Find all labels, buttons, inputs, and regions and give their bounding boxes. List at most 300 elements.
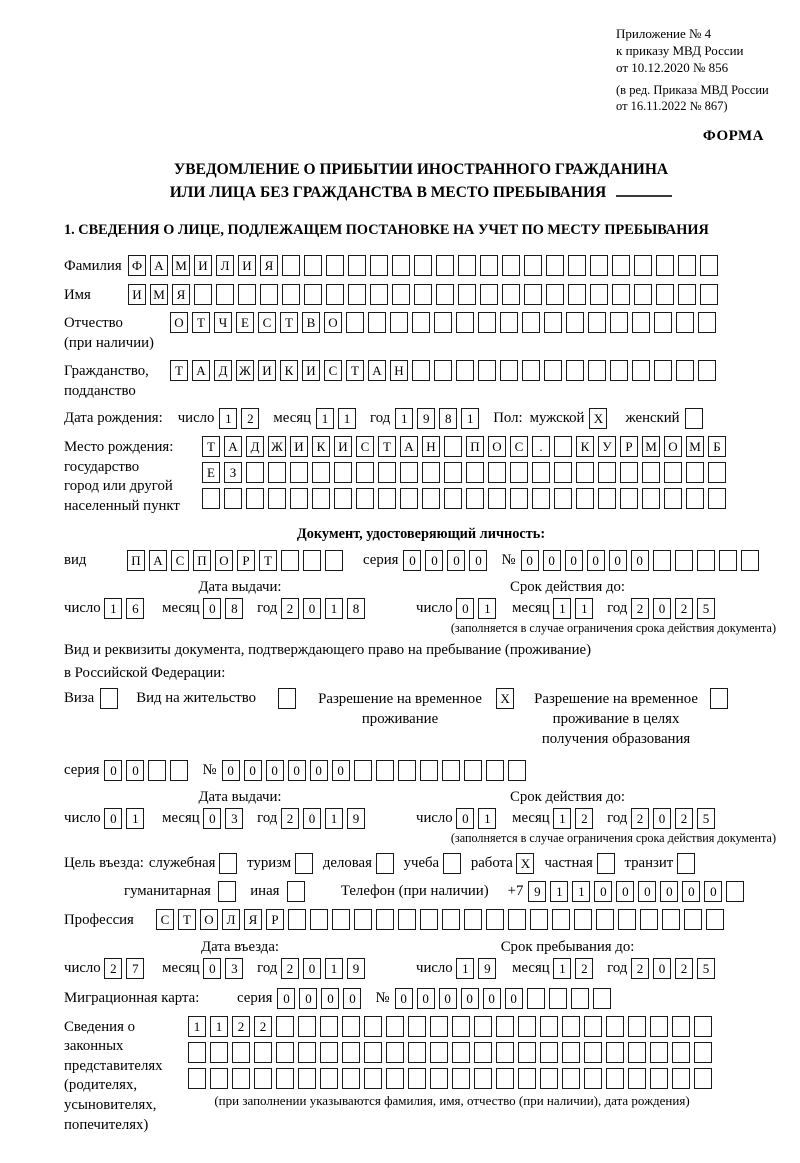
char-cell[interactable]: 0 — [332, 760, 350, 781]
char-cell[interactable] — [568, 255, 586, 276]
char-cell[interactable] — [686, 488, 704, 509]
char-cell[interactable] — [653, 550, 671, 571]
char-cell[interactable] — [342, 1068, 360, 1089]
char-cell[interactable] — [364, 1042, 382, 1063]
char-cell[interactable] — [678, 255, 696, 276]
char-cell[interactable] — [478, 312, 496, 333]
char-cell[interactable]: 1 — [325, 958, 343, 979]
char-cell[interactable] — [584, 1016, 602, 1037]
char-cell[interactable] — [466, 462, 484, 483]
char-cell[interactable] — [486, 760, 504, 781]
char-cell[interactable] — [202, 488, 220, 509]
char-cell[interactable] — [612, 284, 630, 305]
char-cell[interactable] — [276, 1042, 294, 1063]
char-cell[interactable]: С — [156, 909, 174, 930]
char-cell[interactable]: 2 — [675, 808, 693, 829]
char-cell[interactable] — [436, 255, 454, 276]
char-cell[interactable]: З — [224, 462, 242, 483]
char-cell[interactable]: 1 — [572, 881, 590, 902]
char-cell[interactable] — [320, 1016, 338, 1037]
char-cell[interactable]: 0 — [303, 958, 321, 979]
char-cell[interactable] — [672, 1068, 690, 1089]
firstname-cells[interactable] — [128, 284, 722, 305]
char-cell[interactable] — [436, 284, 454, 305]
char-cell[interactable]: 0 — [303, 808, 321, 829]
char-cell[interactable] — [544, 360, 562, 381]
char-cell[interactable]: Д — [246, 436, 264, 457]
char-cell[interactable]: Л — [216, 255, 234, 276]
char-cell[interactable]: 0 — [682, 881, 700, 902]
residence-number-cells[interactable] — [222, 760, 530, 781]
char-cell[interactable] — [474, 1016, 492, 1037]
char-cell[interactable]: 2 — [281, 958, 299, 979]
char-cell[interactable]: Т — [202, 436, 220, 457]
char-cell[interactable] — [593, 988, 611, 1009]
char-cell[interactable] — [527, 988, 545, 1009]
char-cell[interactable] — [642, 462, 660, 483]
char-cell[interactable]: 9 — [347, 808, 365, 829]
char-cell[interactable] — [678, 284, 696, 305]
identity-issue-month[interactable] — [203, 598, 247, 619]
char-cell[interactable]: 0 — [126, 760, 144, 781]
char-cell[interactable] — [422, 462, 440, 483]
char-cell[interactable] — [676, 360, 694, 381]
char-cell[interactable]: С — [356, 436, 374, 457]
residence-series-cells[interactable] — [104, 760, 192, 781]
char-cell[interactable] — [312, 462, 330, 483]
char-cell[interactable]: 9 — [528, 881, 546, 902]
char-cell[interactable]: 0 — [417, 988, 435, 1009]
char-cell[interactable] — [430, 1068, 448, 1089]
identity-issue-year[interactable] — [281, 598, 369, 619]
char-cell[interactable]: М — [150, 284, 168, 305]
char-cell[interactable] — [741, 550, 759, 571]
patronymic-cells[interactable] — [170, 312, 720, 333]
char-cell[interactable]: Ж — [236, 360, 254, 381]
char-cell[interactable] — [444, 436, 462, 457]
char-cell[interactable]: 1 — [553, 598, 571, 619]
char-cell[interactable] — [442, 760, 460, 781]
char-cell[interactable]: Е — [202, 462, 220, 483]
identity-kind-cells[interactable] — [127, 550, 347, 571]
char-cell[interactable]: 0 — [638, 881, 656, 902]
char-cell[interactable] — [486, 909, 504, 930]
char-cell[interactable]: 0 — [653, 598, 671, 619]
representatives-row1-cells[interactable] — [188, 1016, 716, 1037]
char-cell[interactable] — [597, 853, 615, 874]
char-cell[interactable]: 0 — [456, 598, 474, 619]
char-cell[interactable]: 1 — [478, 598, 496, 619]
char-cell[interactable]: К — [280, 360, 298, 381]
char-cell[interactable] — [218, 881, 236, 902]
char-cell[interactable]: X — [516, 853, 534, 874]
char-cell[interactable] — [390, 312, 408, 333]
char-cell[interactable] — [216, 284, 234, 305]
char-cell[interactable] — [566, 360, 584, 381]
char-cell[interactable] — [532, 462, 550, 483]
char-cell[interactable] — [620, 488, 638, 509]
char-cell[interactable] — [672, 1016, 690, 1037]
char-cell[interactable]: 0 — [403, 550, 421, 571]
char-cell[interactable] — [694, 1068, 712, 1089]
char-cell[interactable]: Ж — [268, 436, 286, 457]
char-cell[interactable] — [584, 1068, 602, 1089]
identity-issue-day[interactable] — [104, 598, 148, 619]
citizenship-cells[interactable] — [170, 360, 720, 381]
char-cell[interactable]: 2 — [254, 1016, 272, 1037]
char-cell[interactable] — [546, 255, 564, 276]
char-cell[interactable]: Я — [244, 909, 262, 930]
char-cell[interactable] — [684, 909, 702, 930]
char-cell[interactable]: 8 — [225, 598, 243, 619]
char-cell[interactable]: Т — [280, 312, 298, 333]
char-cell[interactable]: 0 — [425, 550, 443, 571]
birthdate-day-cells[interactable] — [219, 408, 263, 429]
char-cell[interactable] — [452, 1016, 470, 1037]
char-cell[interactable]: 0 — [303, 598, 321, 619]
char-cell[interactable] — [588, 360, 606, 381]
char-cell[interactable]: Т — [192, 312, 210, 333]
char-cell[interactable]: О — [200, 909, 218, 930]
char-cell[interactable] — [540, 1016, 558, 1037]
char-cell[interactable] — [464, 909, 482, 930]
char-cell[interactable] — [368, 312, 386, 333]
char-cell[interactable]: 0 — [616, 881, 634, 902]
char-cell[interactable] — [628, 1016, 646, 1037]
char-cell[interactable] — [376, 853, 394, 874]
char-cell[interactable] — [232, 1042, 250, 1063]
char-cell[interactable] — [654, 312, 672, 333]
char-cell[interactable]: 9 — [478, 958, 496, 979]
char-cell[interactable]: К — [312, 436, 330, 457]
char-cell[interactable] — [650, 1016, 668, 1037]
char-cell[interactable] — [571, 988, 589, 1009]
char-cell[interactable]: 2 — [575, 958, 593, 979]
identity-series-cells[interactable] — [403, 550, 491, 571]
char-cell[interactable]: 2 — [241, 408, 259, 429]
char-cell[interactable] — [376, 760, 394, 781]
char-cell[interactable] — [232, 1068, 250, 1089]
char-cell[interactable]: 1 — [316, 408, 334, 429]
char-cell[interactable]: И — [258, 360, 276, 381]
char-cell[interactable]: 1 — [456, 958, 474, 979]
char-cell[interactable]: 2 — [575, 808, 593, 829]
char-cell[interactable] — [430, 1042, 448, 1063]
char-cell[interactable]: 0 — [653, 808, 671, 829]
char-cell[interactable] — [518, 1068, 536, 1089]
char-cell[interactable] — [392, 284, 410, 305]
char-cell[interactable] — [606, 1042, 624, 1063]
birthplace-row3-cells[interactable] — [202, 488, 730, 509]
char-cell[interactable] — [518, 1016, 536, 1037]
char-cell[interactable] — [354, 909, 372, 930]
char-cell[interactable] — [370, 255, 388, 276]
char-cell[interactable] — [524, 284, 542, 305]
char-cell[interactable] — [694, 1016, 712, 1037]
char-cell[interactable] — [310, 909, 328, 930]
char-cell[interactable] — [508, 909, 526, 930]
char-cell[interactable] — [346, 312, 364, 333]
char-cell[interactable] — [420, 760, 438, 781]
char-cell[interactable] — [246, 462, 264, 483]
char-cell[interactable]: 0 — [660, 881, 678, 902]
residence-expiry-month[interactable] — [553, 808, 597, 829]
char-cell[interactable] — [412, 360, 430, 381]
char-cell[interactable]: 1 — [338, 408, 356, 429]
representatives-row3-cells[interactable] — [188, 1068, 716, 1089]
char-cell[interactable]: Т — [346, 360, 364, 381]
char-cell[interactable]: 0 — [609, 550, 627, 571]
char-cell[interactable]: 6 — [126, 598, 144, 619]
char-cell[interactable]: Н — [390, 360, 408, 381]
birthplace-row2-cells[interactable] — [202, 462, 730, 483]
char-cell[interactable]: 1 — [395, 408, 413, 429]
migration-number-cells[interactable] — [395, 988, 615, 1009]
char-cell[interactable] — [268, 462, 286, 483]
char-cell[interactable] — [364, 1068, 382, 1089]
char-cell[interactable] — [224, 488, 242, 509]
char-cell[interactable]: 0 — [395, 988, 413, 1009]
char-cell[interactable]: 9 — [417, 408, 435, 429]
char-cell[interactable] — [708, 462, 726, 483]
char-cell[interactable] — [434, 360, 452, 381]
char-cell[interactable] — [334, 488, 352, 509]
char-cell[interactable] — [552, 909, 570, 930]
char-cell[interactable]: X — [589, 408, 607, 429]
char-cell[interactable]: 1 — [219, 408, 237, 429]
char-cell[interactable] — [632, 312, 650, 333]
char-cell[interactable] — [414, 255, 432, 276]
char-cell[interactable] — [554, 462, 572, 483]
char-cell[interactable]: 8 — [439, 408, 457, 429]
char-cell[interactable] — [466, 488, 484, 509]
char-cell[interactable] — [326, 284, 344, 305]
char-cell[interactable] — [634, 255, 652, 276]
char-cell[interactable] — [456, 360, 474, 381]
char-cell[interactable] — [444, 462, 462, 483]
char-cell[interactable] — [719, 550, 737, 571]
char-cell[interactable]: 0 — [456, 808, 474, 829]
char-cell[interactable] — [530, 909, 548, 930]
char-cell[interactable]: О — [324, 312, 342, 333]
char-cell[interactable] — [326, 255, 344, 276]
char-cell[interactable]: Т — [378, 436, 396, 457]
char-cell[interactable]: Ч — [214, 312, 232, 333]
char-cell[interactable] — [562, 1016, 580, 1037]
char-cell[interactable]: О — [215, 550, 233, 571]
char-cell[interactable]: 2 — [281, 598, 299, 619]
char-cell[interactable] — [400, 488, 418, 509]
char-cell[interactable] — [518, 1042, 536, 1063]
char-cell[interactable] — [408, 1042, 426, 1063]
char-cell[interactable]: 1 — [188, 1016, 206, 1037]
char-cell[interactable] — [434, 312, 452, 333]
char-cell[interactable]: Р — [620, 436, 638, 457]
char-cell[interactable] — [254, 1068, 272, 1089]
char-cell[interactable] — [354, 760, 372, 781]
char-cell[interactable]: А — [400, 436, 418, 457]
char-cell[interactable] — [588, 312, 606, 333]
char-cell[interactable]: 0 — [521, 550, 539, 571]
char-cell[interactable] — [378, 488, 396, 509]
char-cell[interactable] — [464, 760, 482, 781]
char-cell[interactable] — [590, 255, 608, 276]
char-cell[interactable] — [612, 255, 630, 276]
char-cell[interactable] — [278, 688, 296, 709]
char-cell[interactable] — [500, 312, 518, 333]
char-cell[interactable]: 2 — [631, 808, 649, 829]
char-cell[interactable]: 1 — [325, 598, 343, 619]
char-cell[interactable] — [342, 1016, 360, 1037]
char-cell[interactable]: 0 — [222, 760, 240, 781]
char-cell[interactable] — [386, 1068, 404, 1089]
residence-issue-month[interactable] — [203, 808, 247, 829]
char-cell[interactable] — [632, 360, 650, 381]
sex-female-checkbox[interactable] — [685, 408, 707, 429]
char-cell[interactable] — [496, 1042, 514, 1063]
char-cell[interactable] — [510, 488, 528, 509]
char-cell[interactable]: 2 — [232, 1016, 250, 1037]
char-cell[interactable] — [628, 1042, 646, 1063]
char-cell[interactable] — [378, 462, 396, 483]
char-cell[interactable] — [370, 284, 388, 305]
char-cell[interactable] — [376, 909, 394, 930]
char-cell[interactable] — [664, 488, 682, 509]
char-cell[interactable]: 0 — [631, 550, 649, 571]
char-cell[interactable] — [700, 255, 718, 276]
char-cell[interactable] — [276, 1016, 294, 1037]
char-cell[interactable]: 1 — [126, 808, 144, 829]
char-cell[interactable]: 0 — [543, 550, 561, 571]
char-cell[interactable] — [554, 436, 572, 457]
char-cell[interactable]: Я — [172, 284, 190, 305]
char-cell[interactable]: 0 — [310, 760, 328, 781]
char-cell[interactable] — [710, 688, 728, 709]
char-cell[interactable]: Т — [178, 909, 196, 930]
char-cell[interactable] — [634, 284, 652, 305]
char-cell[interactable] — [100, 688, 118, 709]
char-cell[interactable]: X — [496, 688, 514, 709]
char-cell[interactable]: 0 — [461, 988, 479, 1009]
char-cell[interactable]: 7 — [126, 958, 144, 979]
char-cell[interactable] — [398, 909, 416, 930]
birthdate-year-cells[interactable] — [395, 408, 483, 429]
char-cell[interactable] — [304, 255, 322, 276]
char-cell[interactable]: К — [576, 436, 594, 457]
char-cell[interactable] — [576, 462, 594, 483]
char-cell[interactable] — [325, 550, 343, 571]
birthdate-month-cells[interactable] — [316, 408, 360, 429]
char-cell[interactable]: 0 — [277, 988, 295, 1009]
residence-issue-year[interactable] — [281, 808, 369, 829]
char-cell[interactable] — [656, 255, 674, 276]
char-cell[interactable] — [654, 360, 672, 381]
char-cell[interactable] — [540, 1068, 558, 1089]
char-cell[interactable]: 5 — [697, 808, 715, 829]
char-cell[interactable]: 2 — [631, 958, 649, 979]
entry-year[interactable] — [281, 958, 369, 979]
char-cell[interactable] — [656, 284, 674, 305]
char-cell[interactable]: Т — [170, 360, 188, 381]
char-cell[interactable]: 0 — [587, 550, 605, 571]
char-cell[interactable] — [320, 1068, 338, 1089]
char-cell[interactable]: 0 — [505, 988, 523, 1009]
char-cell[interactable]: 2 — [281, 808, 299, 829]
char-cell[interactable]: А — [224, 436, 242, 457]
char-cell[interactable]: 0 — [704, 881, 722, 902]
char-cell[interactable] — [282, 255, 300, 276]
char-cell[interactable] — [664, 462, 682, 483]
char-cell[interactable]: 1 — [104, 598, 122, 619]
char-cell[interactable] — [524, 255, 542, 276]
char-cell[interactable] — [618, 909, 636, 930]
char-cell[interactable] — [662, 909, 680, 930]
char-cell[interactable]: М — [172, 255, 190, 276]
char-cell[interactable] — [510, 462, 528, 483]
char-cell[interactable] — [488, 488, 506, 509]
char-cell[interactable] — [522, 312, 540, 333]
char-cell[interactable] — [219, 853, 237, 874]
char-cell[interactable] — [478, 360, 496, 381]
char-cell[interactable] — [522, 360, 540, 381]
char-cell[interactable]: 0 — [203, 958, 221, 979]
char-cell[interactable]: 0 — [565, 550, 583, 571]
char-cell[interactable] — [304, 284, 322, 305]
char-cell[interactable]: С — [510, 436, 528, 457]
char-cell[interactable] — [408, 1016, 426, 1037]
char-cell[interactable]: 9 — [347, 958, 365, 979]
char-cell[interactable] — [194, 284, 212, 305]
char-cell[interactable] — [532, 488, 550, 509]
char-cell[interactable] — [606, 1068, 624, 1089]
char-cell[interactable] — [356, 462, 374, 483]
char-cell[interactable] — [170, 760, 188, 781]
temp-residence-education-checkbox[interactable] — [710, 688, 732, 709]
char-cell[interactable] — [148, 760, 166, 781]
char-cell[interactable] — [420, 909, 438, 930]
char-cell[interactable] — [298, 1016, 316, 1037]
char-cell[interactable]: 2 — [104, 958, 122, 979]
char-cell[interactable] — [290, 488, 308, 509]
char-cell[interactable] — [480, 255, 498, 276]
char-cell[interactable] — [726, 881, 744, 902]
char-cell[interactable] — [546, 284, 564, 305]
char-cell[interactable]: Я — [260, 255, 278, 276]
char-cell[interactable]: 5 — [697, 958, 715, 979]
char-cell[interactable] — [566, 312, 584, 333]
char-cell[interactable] — [508, 760, 526, 781]
char-cell[interactable] — [694, 1042, 712, 1063]
char-cell[interactable]: П — [127, 550, 145, 571]
identity-expiry-month[interactable] — [553, 598, 597, 619]
char-cell[interactable] — [188, 1042, 206, 1063]
char-cell[interactable] — [480, 284, 498, 305]
char-cell[interactable] — [676, 312, 694, 333]
char-cell[interactable]: 0 — [439, 988, 457, 1009]
char-cell[interactable] — [442, 909, 460, 930]
char-cell[interactable] — [334, 462, 352, 483]
char-cell[interactable]: 0 — [266, 760, 284, 781]
char-cell[interactable]: О — [170, 312, 188, 333]
char-cell[interactable] — [398, 760, 416, 781]
char-cell[interactable] — [700, 284, 718, 305]
char-cell[interactable] — [452, 1068, 470, 1089]
char-cell[interactable] — [496, 1016, 514, 1037]
char-cell[interactable] — [332, 909, 350, 930]
char-cell[interactable] — [414, 284, 432, 305]
char-cell[interactable]: 0 — [447, 550, 465, 571]
char-cell[interactable]: В — [302, 312, 320, 333]
